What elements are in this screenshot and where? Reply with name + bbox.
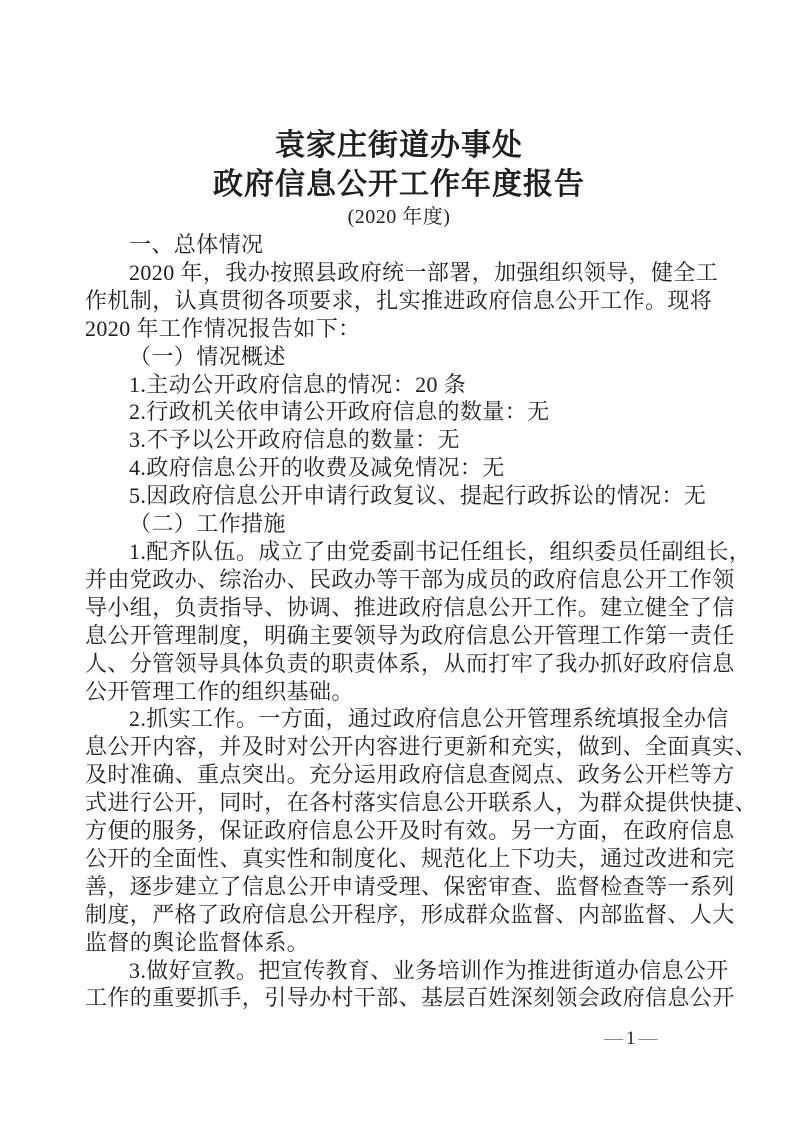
measure3-line-1: 3.做好宣教。把宣传教育、业务培训作为推进街道办信息公开 — [129, 957, 729, 983]
measure2-line-6: 公开的全面性、真实性和制度化、规范化上下功夫，通过改进和完 — [85, 845, 735, 871]
measure2-line-3: 及时准确、重点突出。充分运用政府信息查阅点、政务公开栏等方 — [85, 762, 735, 788]
measure3-line-2: 工作的重要抓手，引导办村干部、基层百姓深刻领会政府信息公开 — [85, 985, 735, 1011]
measure1-line-4: 息公开管理制度，明确主要领导为政府信息公开管理工作第一责任 — [85, 622, 735, 648]
doc-title-line-1: 袁家庄街道办事处 — [275, 129, 523, 162]
intro-line-2: 作机制，认真贯彻各项要求，扎实推进政府信息公开工作。现将 — [85, 287, 713, 313]
measure1-line-1: 1.配齐队伍。成立了由党委副书记任组长，组织委员任副组长， — [129, 538, 752, 564]
measure2-line-7: 善，逐步建立了信息公开申请受理、保密审查、监督检查等一系列 — [85, 873, 735, 899]
doc-title-line-2: 政府信息公开工作年度报告 — [213, 168, 585, 201]
page-number — [604, 1029, 659, 1049]
section-heading-overall: 一、总体情况 — [129, 232, 264, 257]
overview-item-2: 2.行政机关依申请公开政府信息的数量：无 — [129, 399, 550, 425]
intro-line-3: 2020 年工作情况报告如下： — [85, 315, 361, 341]
page-number-value: 1 — [626, 1028, 637, 1049]
document-body — [85, 231, 758, 1012]
measure2-line-4: 式进行公开，同时，在各村落实信息公开联系人，为群众提供快捷、 — [85, 790, 758, 816]
doc-subtitle-year: (2020 年度) — [347, 206, 451, 228]
measure2-line-2: 息公开内容，并及时对公开内容进行更新和充实，做到、全面真实、 — [85, 734, 758, 760]
measure1-line-2: 并由党政办、综治办、民政办等干部为成员的政府信息公开工作领 — [85, 566, 735, 592]
measure1-line-3: 导小组，负责指导、协调、推进政府信息公开工作。建立健全了信 — [85, 594, 735, 620]
measure1-line-5: 人、分管领导具体负责的职责体系，从而打牢了我办抓好政府信息 — [85, 650, 735, 676]
subsection-heading-overview: （一）情况概述 — [129, 343, 286, 369]
overview-item-1: 1.主动公开政府信息的情况：20 条 — [129, 371, 467, 397]
page-number-right-dash: — — [638, 1028, 659, 1049]
overview-item-5: 5.因政府信息公开申请行政复议、提起行政拆讼的情况：无 — [129, 483, 707, 509]
measure2-line-9: 监督的舆论监督体系。 — [85, 929, 310, 955]
page-number-left-dash: — — [604, 1028, 624, 1049]
intro-line-1: 2020 年，我办按照县政府统一部署，加强组织领导，健全工 — [129, 259, 719, 285]
measure2-line-8: 制度，严格了政府信息公开程序，形成群众监督、内部监督、人大 — [85, 901, 735, 927]
overview-item-4: 4.政府信息公开的收费及减免情况：无 — [129, 455, 505, 481]
measure1-line-6: 公开管理工作的组织基础。 — [85, 678, 354, 704]
measure2-line-5: 方便的服务，保证政府信息公开及时有效。另一方面，在政府信息 — [85, 818, 735, 844]
measure2-line-1: 2.抓实工作。一方面，通过政府信息公开管理系统填报全办信 — [129, 706, 729, 732]
document-content — [85, 126, 758, 1012]
subsection-heading-measures: （二）工作措施 — [129, 511, 286, 537]
overview-item-3: 3.不予以公开政府信息的数量：无 — [129, 427, 460, 453]
